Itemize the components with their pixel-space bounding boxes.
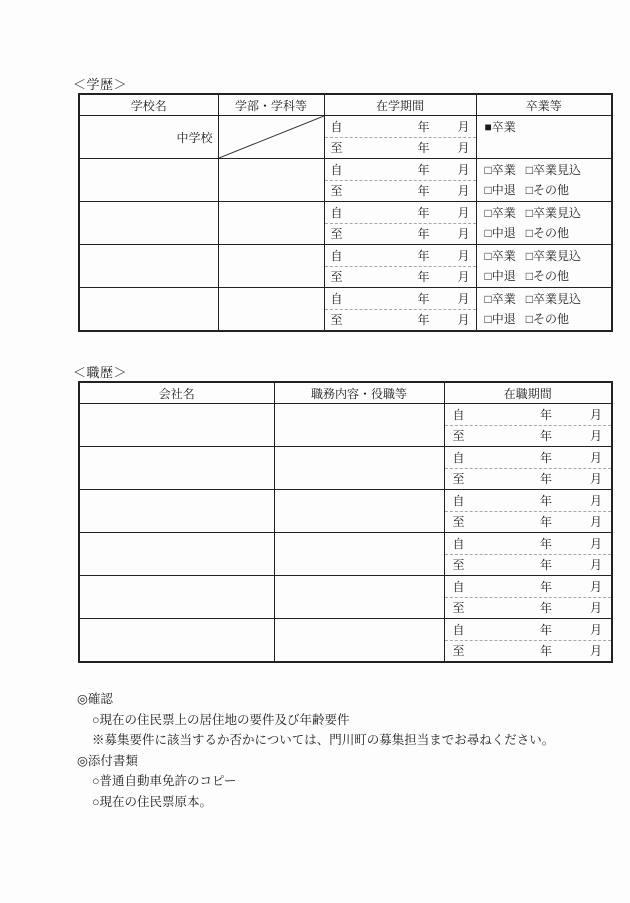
period-from-cell — [324, 245, 476, 267]
year-label: 年 — [539, 622, 552, 637]
duty-cell — [274, 533, 444, 576]
period-to-cell — [324, 309, 476, 331]
period-to-label: 至 — [452, 515, 465, 530]
period-from-cell — [324, 159, 476, 181]
year-label: 年 — [539, 558, 552, 573]
month-label: 月 — [457, 291, 470, 306]
checkbox-other: □その他 — [525, 183, 569, 198]
faculty-cell — [218, 116, 324, 159]
period-to-label: 至 — [330, 313, 343, 328]
period-from-label: 自 — [452, 622, 465, 637]
period-to-label: 至 — [330, 270, 343, 285]
year-label: 年 — [539, 579, 552, 594]
year-label: 年 — [539, 429, 552, 444]
month-label: 月 — [457, 205, 470, 220]
month-label: 月 — [589, 644, 602, 659]
year-label: 年 — [417, 141, 430, 156]
faculty-cell — [218, 159, 324, 202]
year-label: 年 — [539, 450, 552, 465]
checkbox-expected-graduation: □卒業見込 — [525, 291, 581, 306]
education-row — [79, 159, 612, 181]
month-label: 月 — [589, 579, 602, 594]
note-residence-requirement: ○現在の住民票上の居住地の要件及び年齢要件 — [92, 712, 350, 727]
checkbox-dropout: □中退 — [484, 312, 516, 327]
company-name-cell — [79, 619, 274, 663]
footer-notes — [77, 689, 554, 813]
graduation-status-cell — [476, 202, 612, 245]
graduation-status-cell — [476, 116, 612, 159]
period-from-label: 自 — [452, 493, 465, 508]
month-label: 月 — [589, 472, 602, 487]
month-label: 月 — [589, 429, 602, 444]
company-name-cell — [79, 404, 274, 447]
company-name-cell — [79, 447, 274, 490]
note-recruitment-inquiry: ※募集要件に該当するか否かについては、門川町の募集担当までお尋ねください。 — [92, 733, 555, 748]
period-from-cell — [444, 619, 612, 641]
period-from-label: 自 — [452, 536, 465, 551]
month-label: 月 — [457, 184, 470, 199]
period-to-cell — [324, 223, 476, 245]
school-name-cell — [79, 159, 218, 202]
checkbox-graduated: □卒業 — [484, 205, 516, 220]
period-to-label: 至 — [452, 429, 465, 444]
faculty-cell — [218, 288, 324, 332]
work-row — [79, 447, 612, 469]
period-to-cell — [444, 554, 612, 576]
year-label: 年 — [417, 184, 430, 199]
school-name-cell — [79, 245, 218, 288]
period-to-label: 至 — [452, 644, 465, 659]
year-label: 年 — [417, 119, 430, 134]
note-residence-certificate: ○現在の住民票原本。 — [92, 794, 213, 809]
work-row — [79, 619, 612, 641]
school-name-cell: 中学校 — [79, 116, 218, 159]
month-label: 月 — [589, 622, 602, 637]
period-from-label: 自 — [330, 205, 343, 220]
checkbox-expected-graduation: □卒業見込 — [525, 205, 581, 220]
duty-cell — [274, 619, 444, 663]
work-header-duty: 職務内容・役職等 — [274, 382, 444, 404]
year-label: 年 — [539, 493, 552, 508]
period-to-label: 至 — [452, 558, 465, 573]
checkbox-other: □その他 — [525, 226, 569, 241]
checkbox-graduated-filled: ■卒業 — [484, 119, 516, 134]
checkbox-other: □その他 — [525, 312, 569, 327]
period-to-label: 至 — [330, 184, 343, 199]
education-row — [79, 245, 612, 267]
education-header-row — [79, 94, 612, 116]
month-label: 月 — [589, 450, 602, 465]
month-label: 月 — [589, 407, 602, 422]
checkbox-dropout: □中退 — [484, 226, 516, 241]
education-header-period: 在学期間 — [324, 94, 476, 116]
checkbox-graduated: □卒業 — [484, 291, 516, 306]
period-from-cell — [324, 202, 476, 224]
month-label: 月 — [457, 313, 470, 328]
checkbox-expected-graduation: □卒業見込 — [525, 248, 581, 263]
period-from-cell — [324, 288, 476, 310]
period-from-label: 自 — [330, 119, 343, 134]
month-label: 月 — [589, 515, 602, 530]
month-label: 月 — [589, 558, 602, 573]
period-from-cell — [444, 404, 612, 426]
period-to-label: 至 — [330, 141, 343, 156]
company-name-cell — [79, 576, 274, 619]
education-row — [79, 116, 612, 138]
period-to-cell — [444, 425, 612, 447]
faculty-cell — [218, 245, 324, 288]
period-to-label: 至 — [452, 601, 465, 616]
note-drivers-license-copy: ○普通自動車免許のコピー — [92, 774, 237, 789]
year-label: 年 — [417, 270, 430, 285]
month-label: 月 — [589, 493, 602, 508]
period-to-cell — [444, 468, 612, 490]
duty-cell — [274, 404, 444, 447]
checkbox-dropout: □中退 — [484, 269, 516, 284]
year-label: 年 — [417, 313, 430, 328]
work-row — [79, 490, 612, 512]
year-label: 年 — [539, 407, 552, 422]
period-to-label: 至 — [452, 472, 465, 487]
work-header-row — [79, 382, 612, 404]
duty-cell — [274, 576, 444, 619]
period-from-cell — [444, 490, 612, 512]
company-name-cell — [79, 533, 274, 576]
education-row — [79, 202, 612, 224]
note-confirmation-heading: ◎確認 — [77, 692, 113, 706]
work-section-title: ＜職歴＞ — [73, 365, 128, 380]
education-section-title: ＜学歴＞ — [73, 77, 128, 92]
year-label: 年 — [417, 291, 430, 306]
period-to-cell — [444, 511, 612, 533]
graduation-status-cell — [476, 245, 612, 288]
period-from-label: 自 — [452, 407, 465, 422]
period-from-label: 自 — [330, 162, 343, 177]
month-label: 月 — [457, 141, 470, 156]
work-header-period: 在職期間 — [444, 382, 612, 404]
year-label: 年 — [417, 227, 430, 242]
month-label: 月 — [457, 227, 470, 242]
year-label: 年 — [539, 536, 552, 551]
month-label: 月 — [457, 119, 470, 134]
checkbox-graduated: □卒業 — [484, 162, 516, 177]
work-row — [79, 576, 612, 598]
graduation-status-cell — [476, 159, 612, 202]
period-from-cell — [324, 116, 476, 138]
duty-cell — [274, 490, 444, 533]
year-label: 年 — [417, 162, 430, 177]
month-label: 月 — [457, 162, 470, 177]
period-from-cell — [444, 447, 612, 469]
checkbox-other: □その他 — [525, 269, 569, 284]
checkbox-dropout: □中退 — [484, 183, 516, 198]
period-to-cell — [444, 640, 612, 662]
period-from-label: 自 — [330, 291, 343, 306]
work-row — [79, 533, 612, 555]
company-name-cell — [79, 490, 274, 533]
work-row — [79, 404, 612, 426]
month-label: 月 — [457, 248, 470, 263]
period-to-cell — [444, 597, 612, 619]
month-label: 月 — [589, 601, 602, 616]
period-to-label: 至 — [330, 227, 343, 242]
duty-cell — [274, 447, 444, 490]
month-label: 月 — [457, 270, 470, 285]
note-attachments-heading: ◎添付書類 — [77, 753, 138, 768]
education-table — [78, 93, 613, 332]
work-header-company: 会社名 — [79, 382, 274, 404]
school-name-cell — [79, 288, 218, 332]
work-history-table — [78, 381, 613, 663]
diagonal-line — [219, 116, 324, 158]
checkbox-expected-graduation: □卒業見込 — [525, 162, 581, 177]
period-from-cell — [444, 533, 612, 555]
period-from-label: 自 — [452, 450, 465, 465]
faculty-cell — [218, 202, 324, 245]
year-label: 年 — [417, 205, 430, 220]
year-label: 年 — [539, 644, 552, 659]
checkbox-graduated: □卒業 — [484, 248, 516, 263]
school-name-cell — [79, 202, 218, 245]
year-label: 年 — [539, 515, 552, 530]
period-from-label: 自 — [330, 248, 343, 263]
education-header-graduation: 卒業等 — [476, 94, 612, 116]
year-label: 年 — [539, 472, 552, 487]
period-to-cell — [324, 137, 476, 159]
education-header-faculty: 学部・学科等 — [218, 94, 324, 116]
year-label: 年 — [539, 601, 552, 616]
graduation-status-cell — [476, 288, 612, 332]
period-from-label: 自 — [452, 579, 465, 594]
education-header-school: 学校名 — [79, 94, 218, 116]
period-to-cell — [324, 266, 476, 288]
month-label: 月 — [589, 536, 602, 551]
period-from-cell — [444, 576, 612, 598]
education-row — [79, 288, 612, 310]
period-to-cell — [324, 180, 476, 202]
year-label: 年 — [417, 248, 430, 263]
